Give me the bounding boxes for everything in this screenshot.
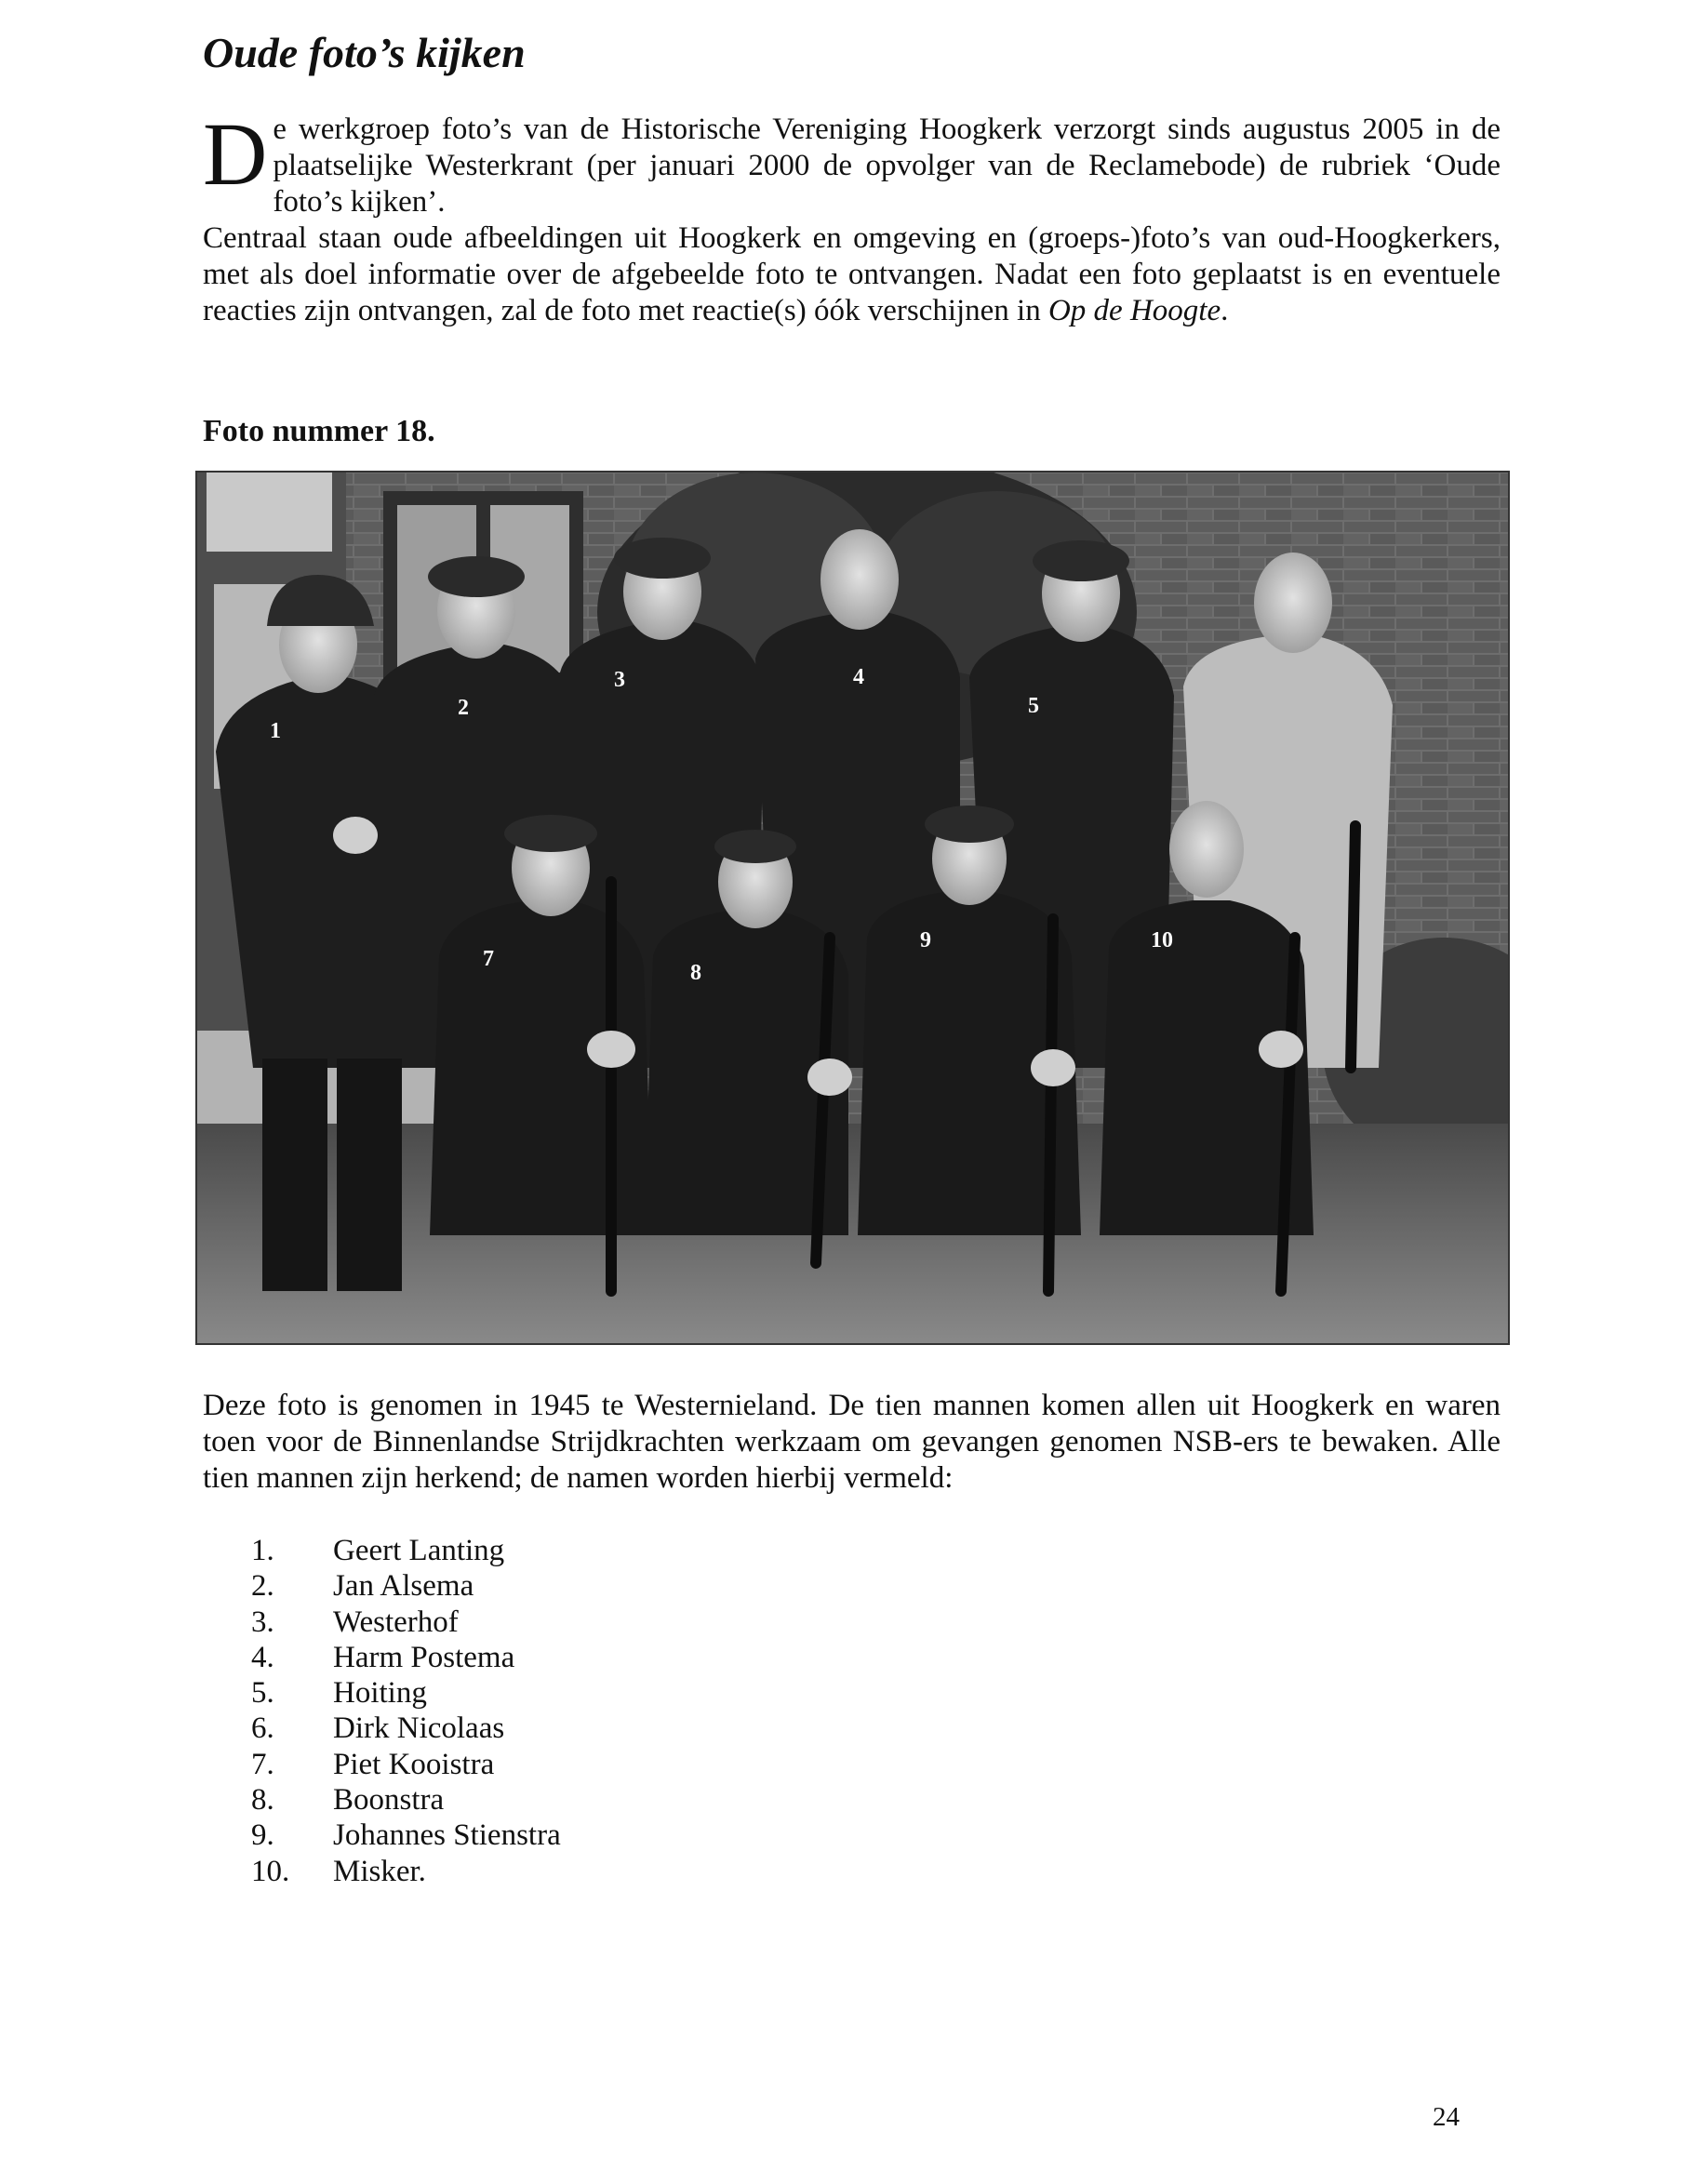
- intro-paragraph-2: Centraal staan oude afbeeldingen uit Hoogkerk en omgeving en (groeps-)foto’s van oud-Hoogkerkers, met als doel informatie over de afgebeelde foto te ontvangen. Nadat een foto geplaatst is en eventuele reacties zijn ontvangen, zal de foto met reactie(s) óók verschijnen in Op de Hoogte.: [203, 221, 1501, 327]
- photo-label-5: 5: [1028, 694, 1039, 718]
- list-item: 3. Westerhof: [251, 1605, 459, 1639]
- intro-text: [203, 104, 1501, 329]
- list-item: 5. Hoiting: [251, 1676, 427, 1711]
- list-item: 9. Johannes Stienstra: [251, 1818, 561, 1853]
- page-title: Oude foto’s kijken: [203, 29, 526, 76]
- publication-name: Op de Hoogte: [1047, 294, 1221, 327]
- photo-label-1: 1: [270, 719, 281, 743]
- list-item: 2. Jan Alsema: [251, 1569, 474, 1604]
- photo-label-8: 8: [690, 961, 701, 985]
- name-list: [251, 1533, 561, 1889]
- photo-label-3: 3: [614, 668, 625, 692]
- photo-label-2: 2: [458, 696, 469, 720]
- list-item: 7. Piet Kooistra: [251, 1747, 495, 1781]
- photo-label-10: 10: [1151, 928, 1173, 952]
- list-item: 10. Misker.: [251, 1854, 426, 1888]
- photo-label-7: 7: [483, 947, 494, 971]
- list-item: 4. Harm Postema: [251, 1640, 515, 1674]
- photo-label-4: 4: [853, 665, 864, 689]
- page-number: 24: [1433, 2102, 1460, 2132]
- photo-caption: Deze foto is genomen in 1945 te Westernieland. De tien mannen komen allen uit Hoogkerk en waren toen voor de Binnenlandse Strijdkrachten werkzaam om gevangen genomen NSB-ers te bewaken. Alle tien mannen zijn herkend; de namen worden hierbij vermeld:: [203, 1389, 1501, 1495]
- intro-paragraph-1: e werkgroep foto’s van de Historische Vereniging Hoogkerk verzorgt sinds augustus 2005 in de plaatselijke Westerkrant (per januari 2000 de opvolger van de Reclamebode) de rubriek ‘Oude foto’s kijken’.: [273, 113, 1501, 219]
- photo-heading: Foto nummer 18.: [203, 414, 435, 448]
- list-item: 8. Boonstra: [251, 1783, 445, 1818]
- drop-cap: D: [203, 104, 268, 204]
- photo-illustration: [197, 473, 1510, 1345]
- list-item: 1. Geert Lanting: [251, 1534, 505, 1567]
- group-photo: [195, 471, 1510, 1345]
- photo-label-9: 9: [920, 928, 931, 952]
- list-item: 6. Dirk Nicolaas: [251, 1711, 505, 1746]
